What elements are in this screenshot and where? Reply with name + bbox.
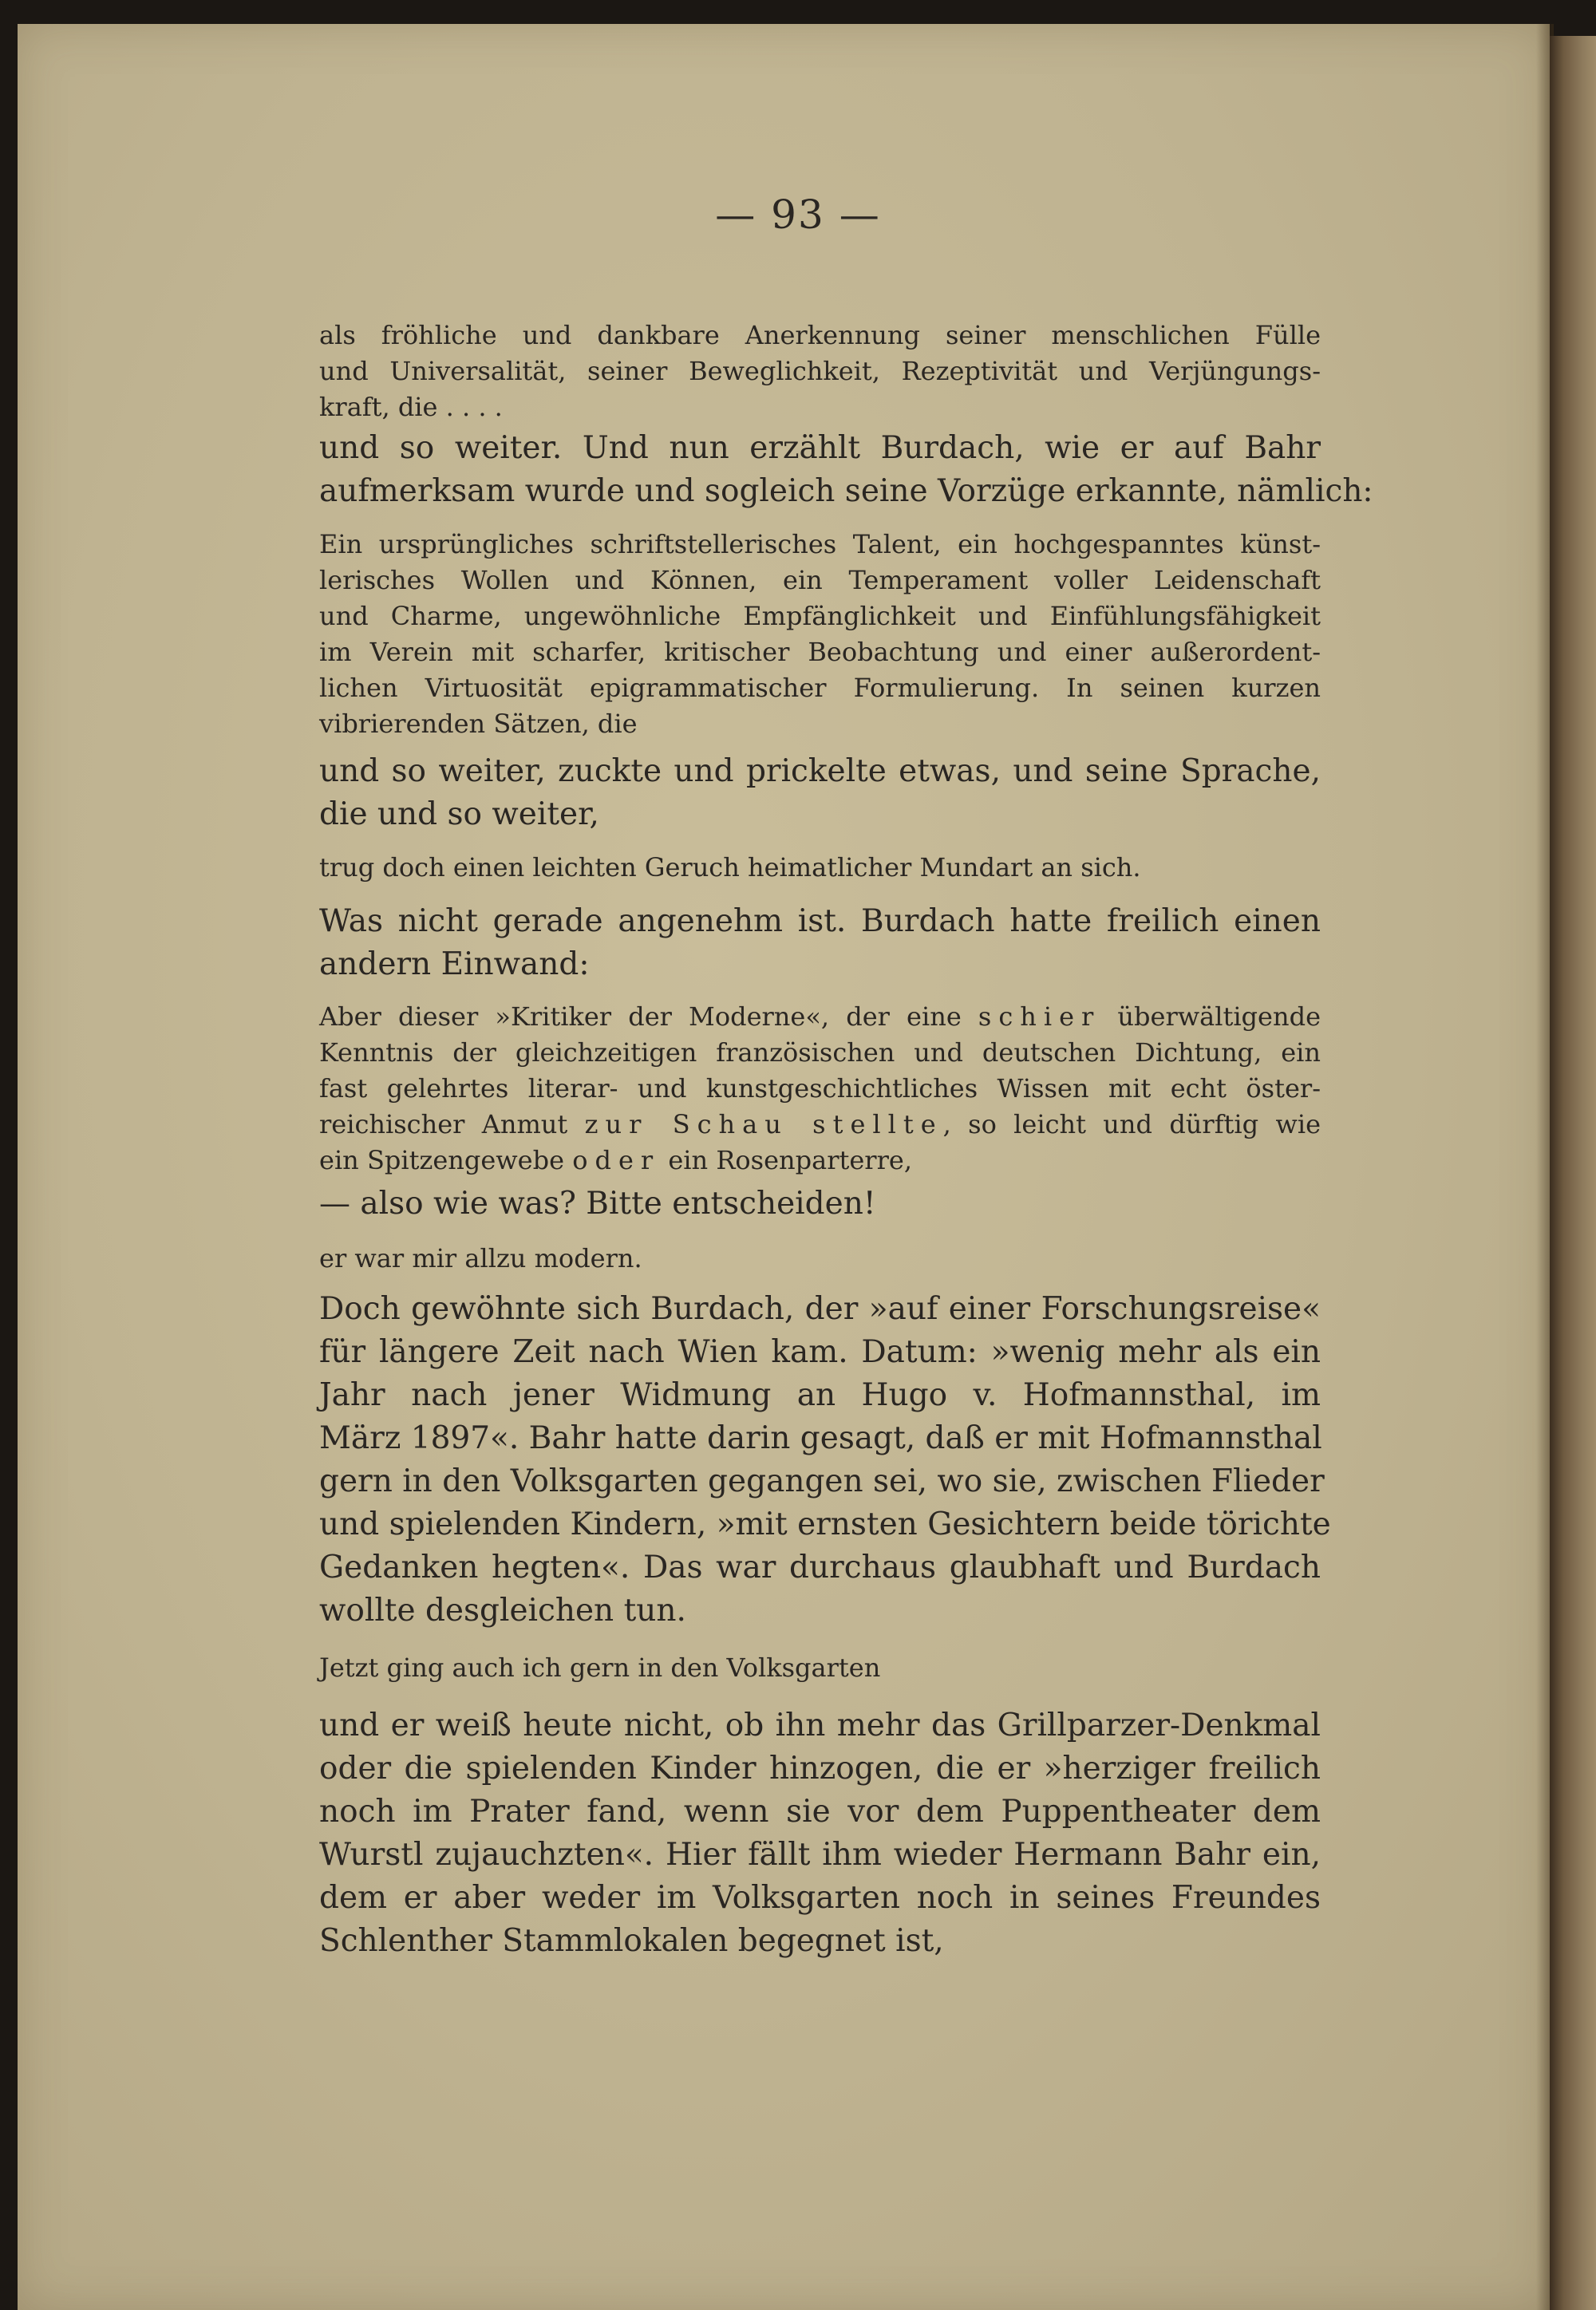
text-line: für längere Zeit nach Wien kam. Datum: »wenig mehr als ein bbox=[319, 1334, 1321, 1370]
text-line: trug doch einen leichten Geruch heimatlicher Mundart an sich. bbox=[319, 852, 1141, 883]
spaced-emphasis: zur Schau stellte bbox=[584, 1109, 943, 1139]
text-line: Jahr nach jener Widmung an Hugo v. Hofmannsthal, im bbox=[319, 1377, 1321, 1413]
quote-block-4 bbox=[319, 999, 1321, 1179]
text-line: wollte desgleichen tun. bbox=[319, 1593, 686, 1629]
body-paragraph-3 bbox=[319, 900, 1321, 986]
text-line: Was nicht gerade angenehm ist. Burdach hatte freilich einen bbox=[319, 903, 1321, 939]
body-paragraph-4 bbox=[319, 1183, 1321, 1226]
text-line: Gedanken hegten«. Das war durchaus glaubhaft und Burdach bbox=[319, 1550, 1321, 1585]
text-line: als fröhliche und dankbare Anerkennung seiner menschlichen Fülle bbox=[319, 320, 1321, 350]
text-line: — also wie was? Bitte entscheiden! bbox=[319, 1186, 876, 1222]
text-line bbox=[319, 1035, 1321, 1071]
spaced-emphasis: schier bbox=[978, 1001, 1101, 1032]
text-line: Schlenther Stammlokalen begegnet ist, bbox=[319, 1923, 944, 1959]
text-line bbox=[319, 999, 1321, 1035]
text-segment: Kenntnis der gleichzeitigen französischen und deutschen Dichtung, ein bbox=[319, 1037, 1321, 1068]
text-line: und er weiß heute nicht, ob ihn mehr das Grillparzer-Denkmal bbox=[319, 1708, 1321, 1743]
text-line: Doch gewöhnte sich Burdach, der »auf einer Forschungsreise« bbox=[319, 1291, 1321, 1327]
text-line: und so weiter, zuckte und prickelte etwas, und seine Sprache, bbox=[319, 753, 1321, 789]
text-segment: fast gelehrtes literar- und kunstgeschichtliches Wissen mit echt öster- bbox=[319, 1073, 1321, 1104]
text-line: lichen Virtuosität epigrammatischer Formulierung. In seinen kurzen bbox=[319, 673, 1321, 703]
quote-block-5 bbox=[319, 1241, 1321, 1277]
body-paragraph-6 bbox=[319, 1704, 1321, 1963]
text-line: März 1897«. Bahr hatte darin gesagt, daß er mit Hofmannsthal bbox=[319, 1420, 1322, 1456]
text-line: und spielenden Kindern, »mit ernsten Gesichtern beide törichte bbox=[319, 1506, 1331, 1542]
body-paragraph-1 bbox=[319, 427, 1373, 513]
text-line: kraft, die . . . . bbox=[319, 392, 503, 422]
page-number: — 93 — bbox=[715, 192, 881, 238]
text-line: vibrierenden Sätzen, die bbox=[319, 709, 638, 739]
quote-block-2 bbox=[319, 527, 1321, 742]
text-line: Wurstl zujauchzten«. Hier fällt ihm wieder Hermann Bahr ein, bbox=[319, 1837, 1321, 1873]
adjacent-page-edge bbox=[1550, 36, 1596, 2310]
quote-block-3 bbox=[319, 850, 1321, 886]
text-segment: überwältigende bbox=[1100, 1001, 1321, 1032]
text-line: lerisches Wollen und Können, ein Temperament voller Leidenschaft bbox=[319, 565, 1321, 595]
text-line: und Charme, ungewöhnliche Empfänglichkeit und Einfühlungsfähigkeit bbox=[319, 601, 1321, 631]
text-line: die und so weiter, bbox=[319, 796, 599, 832]
text-line bbox=[319, 1107, 1321, 1143]
text-line: gern in den Volksgarten gegangen sei, wo sie, zwischen Flieder bbox=[319, 1463, 1325, 1499]
text-line: er war mir allzu modern. bbox=[319, 1243, 642, 1273]
text-line: und Universalität, seiner Beweglichkeit, Rezeptivität und Verjüngungs- bbox=[319, 356, 1321, 386]
text-line bbox=[319, 1071, 1321, 1107]
text-line: aufmerksam wurde und sogleich seine Vorzüge erkannte, nämlich: bbox=[319, 473, 1373, 509]
text-line: oder die spielenden Kinder hinzogen, die er »herziger freilich bbox=[319, 1751, 1321, 1787]
spaced-emphasis: oder bbox=[572, 1145, 661, 1175]
text-segment: Aber dieser »Kritiker der Moderne«, der eine bbox=[319, 1001, 978, 1032]
text-segment: reichischer Anmut bbox=[319, 1109, 585, 1139]
text-line: Ein ursprüngliches schriftstellerisches Talent, ein hochgespanntes künst- bbox=[319, 529, 1321, 559]
text-line: andern Einwand: bbox=[319, 946, 590, 982]
quote-block-1 bbox=[319, 318, 1321, 425]
text-segment: , so leicht und dürftig wie bbox=[942, 1109, 1321, 1139]
body-paragraph-2 bbox=[319, 750, 1321, 836]
text-segment: ein Rosenparterre, bbox=[660, 1145, 912, 1175]
text-line bbox=[319, 1143, 1321, 1179]
text-line: noch im Prater fand, wenn sie vor dem Puppentheater dem bbox=[319, 1794, 1321, 1830]
text-line: im Verein mit scharfer, kritischer Beobachtung und einer außerordent- bbox=[319, 637, 1321, 667]
text-line: Jetzt ging auch ich gern in den Volksgarten bbox=[319, 1653, 881, 1683]
body-paragraph-5 bbox=[319, 1288, 1331, 1633]
text-line: und so weiter. Und nun erzählt Burdach, wie er auf Bahr bbox=[319, 430, 1321, 466]
quote-block-6 bbox=[319, 1650, 1321, 1686]
text-line: dem er aber weder im Volksgarten noch in seines Freundes bbox=[319, 1880, 1321, 1916]
text-segment: ein Spitzengewebe bbox=[319, 1145, 573, 1175]
